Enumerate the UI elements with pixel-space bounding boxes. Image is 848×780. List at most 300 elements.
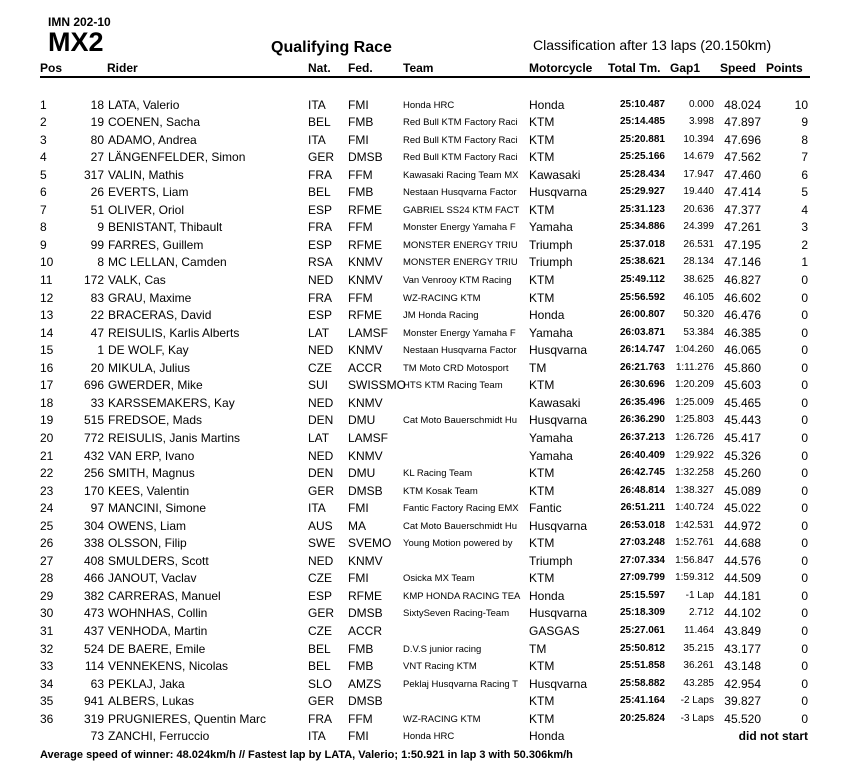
cell-rider-name: WOHNHAS, Collin: [108, 606, 208, 621]
cell-motorcycle: KTM: [529, 571, 555, 586]
cell-motorcycle: Kawasaki: [529, 167, 581, 182]
cell-total-time: 25:37.018: [619, 238, 665, 250]
cell-federation: FMI: [348, 132, 369, 147]
cell-gap: 43.285: [683, 677, 714, 689]
cell-rider-number: 696: [83, 378, 104, 393]
cell-rider-name: DE BAERE, Emile: [108, 641, 206, 656]
cell-nationality: SWE: [308, 536, 336, 551]
cell-pos: 22: [40, 466, 54, 481]
cell-rider-number: 83: [90, 290, 104, 305]
cell-federation: FFM: [348, 290, 373, 305]
cell-points: 4: [801, 202, 808, 217]
cell-speed: 43.849: [724, 624, 761, 638]
cell-rider-name: CARRERAS, Manuel: [108, 588, 221, 603]
table-row: [0, 551, 848, 569]
cell-rider-name: DE WOLF, Kay: [108, 343, 189, 358]
cell-total-time: 26:14.747: [619, 344, 665, 356]
cell-rider-number: 51: [90, 202, 104, 217]
cell-pos: 35: [40, 694, 54, 709]
cell-rider-name: SMITH, Magnus: [108, 466, 195, 481]
cell-gap: 1:32.258: [675, 467, 714, 479]
cell-gap: 1:25.803: [675, 414, 714, 426]
cell-pos: 14: [40, 325, 54, 340]
table-row: [0, 533, 848, 551]
cell-total-time: 25:28.434: [619, 168, 665, 180]
cell-pos: 3: [40, 132, 47, 147]
cell-rider-name: LATA, Valerio: [108, 97, 180, 112]
table-row: [0, 252, 848, 270]
cell-speed: 45.465: [724, 395, 761, 410]
cell-total-time: 26:21.763: [619, 361, 665, 373]
cell-nationality: GER: [308, 694, 335, 709]
cell-speed: 45.443: [724, 413, 761, 428]
cell-nationality: FRA: [308, 220, 332, 235]
cell-speed: 46.602: [724, 290, 761, 305]
cell-points: 0: [801, 501, 808, 516]
table-row: [0, 235, 848, 253]
cell-nationality: FRA: [308, 167, 332, 182]
cell-federation: KNMV: [348, 448, 383, 463]
cell-rider-name: PRUGNIERES, Quentin Marc: [108, 711, 267, 726]
event-code: IMN 202-10: [48, 15, 111, 29]
cell-gap: 1:25.009: [675, 396, 714, 408]
cell-federation: ACCR: [348, 624, 383, 638]
cell-federation: LAMSF: [348, 325, 389, 340]
cell-federation: FFM: [348, 220, 373, 235]
cell-rider-name: VALK, Cas: [108, 273, 166, 287]
cell-federation: ACCR: [348, 360, 383, 375]
cell-rider-name: REISULIS, Karlis Alberts: [108, 325, 240, 340]
cell-rider-number: 63: [90, 676, 104, 691]
cell-pos: 11: [40, 273, 53, 287]
cell-speed: 44.688: [724, 536, 761, 551]
cell-points: 0: [801, 624, 808, 638]
cell-rider-number: 408: [83, 553, 104, 568]
cell-nationality: DEN: [308, 466, 334, 481]
cell-gap: 1:11.276: [675, 361, 714, 373]
table-row: [0, 147, 848, 165]
cell-speed: 48.024: [724, 97, 761, 112]
cell-motorcycle: TM: [529, 360, 547, 375]
cell-nationality: CZE: [308, 624, 332, 638]
cell-rider-name: GRAU, Maxime: [108, 290, 192, 305]
cell-rider-number: 304: [83, 518, 104, 533]
cell-gap: 1:20.209: [675, 379, 714, 391]
cell-total-time: 26:53.018: [619, 519, 665, 531]
cell-pos: 29: [40, 588, 54, 603]
table-row: [0, 165, 848, 183]
cell-rider-number: 524: [83, 641, 104, 656]
cell-nationality: ITA: [308, 729, 326, 744]
cell-federation: DMU: [348, 413, 376, 428]
cell-nationality: CZE: [308, 360, 332, 375]
cell-rider-number: 22: [90, 308, 104, 323]
table-row: [0, 410, 848, 428]
cell-team-name: KL Racing Team: [403, 468, 473, 480]
cell-points: 0: [801, 378, 808, 393]
cell-total-time: 26:30.696: [619, 379, 665, 391]
cell-federation: RFME: [348, 308, 382, 323]
cell-points: 0: [801, 466, 808, 481]
cell-total-time: 26:00.807: [619, 309, 665, 321]
table-row-dns: [0, 726, 848, 744]
cell-nationality: RSA: [308, 255, 333, 270]
cell-rider-number: 47: [90, 325, 104, 340]
cell-total-time: 20:25.824: [619, 712, 665, 724]
cell-team-name: Kawasaki Racing Team MX: [403, 169, 519, 181]
cell-rider-number: 437: [83, 624, 104, 638]
table-row: [0, 217, 848, 235]
cell-motorcycle: KTM: [529, 466, 555, 481]
cell-pos: 2: [40, 115, 47, 130]
cell-motorcycle: KTM: [529, 659, 555, 674]
cell-federation: DMU: [348, 466, 376, 481]
cell-federation: KNMV: [348, 395, 383, 410]
cell-rider-number: 170: [83, 483, 104, 498]
cell-points: 0: [801, 273, 808, 287]
cell-motorcycle: Fantic: [529, 501, 562, 516]
cell-speed: 46.385: [724, 325, 761, 340]
cell-gap: 35.215: [683, 642, 714, 654]
table-row: [0, 709, 848, 727]
cell-motorcycle: TM: [529, 641, 547, 656]
cell-points: 0: [801, 343, 808, 358]
cell-total-time: 25:38.621: [619, 256, 665, 268]
cell-rider-name: ALBERS, Lukas: [108, 694, 195, 709]
cell-motorcycle: KTM: [529, 694, 555, 709]
cell-motorcycle: Husqvarna: [529, 413, 588, 428]
cell-points: 5: [801, 185, 808, 200]
cell-pos: 24: [40, 501, 54, 516]
cell-rider-name: EVERTS, Liam: [108, 185, 189, 200]
cell-federation: FFM: [348, 711, 373, 726]
cell-total-time: 25:41.164: [619, 695, 665, 707]
cell-speed: 44.972: [724, 518, 761, 533]
cell-federation: KNMV: [348, 255, 383, 270]
cell-pos: 12: [40, 290, 54, 305]
cell-gap: 17.947: [683, 168, 714, 180]
cell-federation: RFME: [348, 237, 382, 252]
cell-speed: 44.181: [724, 588, 761, 603]
cell-total-time: 25:51.858: [619, 660, 665, 672]
cell-speed: 44.509: [724, 571, 761, 586]
cell-points: 0: [801, 571, 808, 586]
cell-motorcycle: Honda: [529, 729, 565, 744]
cell-nationality: BEL: [308, 641, 331, 656]
cell-motorcycle: Husqvarna: [529, 676, 588, 691]
cell-nationality: ITA: [308, 132, 326, 147]
cell-points: 0: [801, 518, 808, 533]
cell-speed: 47.195: [724, 237, 761, 252]
cell-rider-name: MANCINI, Simone: [108, 501, 207, 516]
cell-total-time: 26:40.409: [619, 449, 665, 461]
cell-points: 0: [801, 413, 808, 428]
table-row: [0, 621, 848, 639]
cell-gap: -1 Lap: [685, 589, 714, 601]
cell-speed: 43.148: [724, 659, 761, 674]
cell-total-time: 26:51.211: [620, 502, 665, 514]
cell-rider-name: BENISTANT, Thibault: [108, 220, 223, 235]
cell-team-name: HTS KTM Racing Team: [403, 380, 503, 392]
cell-motorcycle: KTM: [529, 132, 555, 147]
cell-pos: 28: [40, 571, 54, 586]
cell-gap: 1:38.327: [675, 484, 714, 496]
cell-rider-number: 114: [84, 659, 104, 674]
cell-rider-number: 1: [97, 343, 104, 358]
cell-rider-name: KEES, Valentin: [108, 483, 190, 498]
cell-gap: 19.440: [683, 186, 714, 198]
cell-federation: KNMV: [348, 343, 383, 358]
cell-points: 0: [801, 711, 808, 726]
cell-pos: 34: [40, 676, 54, 691]
cell-rider-name: JANOUT, Vaclav: [108, 571, 197, 586]
cell-gap: 46.105: [683, 291, 714, 303]
cell-pos: 30: [40, 606, 54, 621]
cell-points: 10: [794, 97, 808, 112]
cell-pos: 10: [40, 255, 54, 270]
table-row: [0, 393, 848, 411]
cell-team-name: Monster Energy Yamaha F: [403, 222, 516, 234]
cell-team-name: Honda HRC: [403, 99, 455, 111]
cell-rider-name: MC LELLAN, Camden: [108, 255, 227, 270]
cell-nationality: NED: [308, 395, 334, 410]
cell-pos: 36: [40, 711, 54, 726]
col-rider-header: Rider: [107, 61, 138, 75]
cell-points: 0: [801, 606, 808, 621]
cell-rider-name: OWENS, Liam: [108, 518, 187, 533]
cell-team-name: Red Bull KTM Factory Raci: [403, 134, 518, 146]
cell-total-time: 27:09.799: [619, 572, 665, 584]
cell-speed: 45.417: [724, 430, 761, 445]
cell-nationality: NED: [308, 273, 334, 287]
cell-team-name: Fantic Factory Racing EMX: [403, 503, 519, 515]
cell-rider-number: 73: [90, 729, 104, 744]
cell-pos: 1: [40, 97, 47, 112]
cell-motorcycle: Triumph: [529, 553, 573, 568]
cell-motorcycle: Husqvarna: [529, 185, 588, 200]
cell-nationality: AUS: [308, 518, 333, 533]
cell-total-time: 25:34.886: [619, 221, 665, 233]
table-row: [0, 200, 848, 218]
cell-speed: 45.520: [724, 711, 761, 726]
cell-rider-number: 26: [90, 185, 104, 200]
cell-points: 7: [801, 150, 808, 165]
table-row: [0, 446, 848, 464]
cell-pos: 27: [40, 553, 54, 568]
cell-rider-name: REISULIS, Janis Martins: [108, 430, 241, 445]
cell-federation: FMI: [348, 501, 369, 516]
cell-points: 0: [801, 325, 808, 340]
cell-rider-name: OLIVER, Oriol: [108, 202, 185, 217]
cell-nationality: GER: [308, 606, 335, 621]
table-row: [0, 639, 848, 657]
cell-total-time: 26:42.745: [619, 467, 665, 479]
cell-nationality: FRA: [308, 290, 332, 305]
cell-team-name: MONSTER ENERGY TRIU: [403, 239, 518, 251]
cell-rider-name: COENEN, Sacha: [108, 115, 201, 130]
cell-speed: 45.326: [724, 448, 761, 463]
race-footer: Average speed of winner: 48.024km/h // Fastest lap by LATA, Valerio; 1:50.921 in lap 3 with 50.306km/h: [40, 749, 573, 761]
cell-motorcycle: Husqvarna: [529, 518, 588, 533]
cell-federation: FMB: [348, 185, 374, 200]
cell-points: 0: [801, 430, 808, 445]
cell-federation: MA: [348, 518, 366, 533]
table-row: [0, 305, 848, 323]
cell-gap: 1:04.260: [675, 344, 714, 356]
table-row: [0, 428, 848, 446]
cell-rider-name: MIKULA, Julius: [108, 360, 191, 375]
cell-nationality: ESP: [308, 588, 333, 603]
table-row: [0, 130, 848, 148]
cell-nationality: NED: [308, 448, 334, 463]
cell-team-name: WZ-RACING KTM: [403, 713, 481, 725]
cell-gap: -2 Laps: [680, 695, 714, 707]
cell-total-time: 25:31.123: [619, 203, 665, 215]
cell-rider-name: ZANCHI, Ferruccio: [108, 729, 210, 744]
col-fed-header: Fed.: [348, 61, 373, 75]
cell-points: 0: [801, 553, 808, 568]
cell-team-name: KMP HONDA RACING TEA: [403, 590, 521, 602]
table-row: [0, 463, 848, 481]
cell-total-time: 25:50.812: [619, 642, 665, 654]
col-total-time-header: Total Tm.: [608, 61, 661, 75]
cell-nationality: GER: [308, 483, 335, 498]
cell-points: 6: [801, 167, 808, 182]
cell-nationality: GER: [308, 150, 335, 165]
cell-rider-number: 432: [83, 448, 104, 463]
cell-motorcycle: Triumph: [529, 255, 573, 270]
table-row: [0, 112, 848, 130]
cell-gap: 38.625: [683, 274, 714, 285]
table-row: [0, 358, 848, 376]
cell-rider-name: ADAMO, Andrea: [108, 132, 197, 147]
cell-points: 1: [801, 255, 808, 270]
cell-rider-number: 99: [90, 237, 104, 252]
cell-speed: 47.414: [724, 185, 761, 200]
cell-total-time: 25:20.881: [619, 133, 665, 145]
cell-rider-name: VALIN, Mathis: [108, 167, 184, 182]
cell-nationality: NED: [308, 343, 334, 358]
cell-total-time: 26:35.496: [619, 396, 665, 408]
cell-rider-name: LÄNGENFELDER, Simon: [108, 150, 246, 165]
cell-gap: 1:26.726: [675, 431, 714, 443]
cell-total-time: 25:18.309: [619, 607, 665, 619]
cell-team-name: Cat Moto Bauerschmidt Hu: [403, 520, 518, 532]
table-row: [0, 323, 848, 341]
cell-total-time: 26:03.871: [619, 326, 665, 338]
cell-nationality: ITA: [308, 501, 326, 516]
cell-rider-number: 473: [83, 606, 104, 621]
cell-points: 0: [801, 448, 808, 463]
cell-total-time: 27:03.248: [619, 537, 665, 549]
cell-nationality: SLO: [308, 676, 333, 691]
cell-motorcycle: Honda: [529, 588, 565, 603]
cell-motorcycle: Husqvarna: [529, 343, 588, 358]
cell-rider-name: SMULDERS, Scott: [108, 553, 209, 568]
cell-team-name: KTM Kosak Team: [403, 485, 478, 497]
cell-points: 0: [801, 659, 808, 674]
cell-motorcycle: KTM: [529, 273, 555, 287]
cell-status: did not start: [738, 729, 808, 744]
cell-federation: FMB: [348, 115, 374, 130]
cell-total-time: 25:15.597: [619, 589, 665, 601]
cell-total-time: 26:48.814: [619, 484, 665, 496]
cell-pos: 21: [40, 448, 54, 463]
cell-speed: 46.827: [724, 273, 761, 287]
cell-rider-number: 9: [97, 220, 104, 235]
table-row: [0, 656, 848, 674]
cell-federation: FMI: [348, 97, 369, 112]
cell-pos: 13: [40, 308, 54, 323]
cell-points: 0: [801, 641, 808, 656]
cell-speed: 39.827: [724, 694, 761, 709]
cell-rider-number: 8: [97, 255, 104, 270]
cell-rider-name: OLSSON, Filip: [108, 536, 187, 551]
cell-team-name: Young Motion powered by: [403, 538, 513, 550]
cell-nationality: BEL: [308, 659, 331, 674]
cell-pos: 17: [40, 378, 54, 393]
cell-motorcycle: Honda: [529, 97, 565, 112]
cell-points: 0: [801, 676, 808, 691]
cell-pos: 31: [40, 624, 54, 638]
cell-motorcycle: KTM: [529, 536, 555, 551]
cell-rider-number: 772: [83, 430, 104, 445]
cell-speed: 44.102: [724, 606, 761, 621]
table-row: [0, 568, 848, 586]
cell-points: 0: [801, 395, 808, 410]
cell-rider-number: 382: [83, 588, 104, 603]
cell-motorcycle: KTM: [529, 115, 555, 130]
cell-pos: 33: [40, 659, 54, 674]
cell-rider-name: FARRES, Guillem: [108, 237, 204, 252]
cell-total-time: 26:37.213: [619, 431, 665, 443]
cell-federation: SVEMO: [348, 536, 392, 551]
cell-federation: FFM: [348, 167, 373, 182]
cell-points: 0: [801, 360, 808, 375]
cell-total-time: 25:49.112: [620, 274, 665, 285]
cell-team-name: D.V.S junior racing: [403, 643, 482, 655]
cell-speed: 44.576: [724, 553, 761, 568]
cell-motorcycle: KTM: [529, 483, 555, 498]
cell-rider-name: VENHODA, Martin: [108, 624, 208, 638]
cell-speed: 45.022: [724, 501, 761, 516]
cell-speed: 47.562: [724, 150, 761, 165]
cell-federation: FMI: [348, 729, 369, 744]
cell-nationality: LAT: [308, 430, 330, 445]
cell-points: 3: [801, 220, 808, 235]
cell-federation: FMB: [348, 659, 374, 674]
cell-pos: 9: [40, 237, 47, 252]
cell-motorcycle: Kawasaki: [529, 395, 581, 410]
cell-motorcycle: Yamaha: [529, 325, 573, 340]
race-title: Qualifying Race: [271, 39, 392, 56]
cell-team-name: Peklaj Husqvarna Racing T: [403, 678, 518, 690]
cell-gap: 36.261: [683, 660, 714, 672]
cell-team-name: TM Moto CRD Motosport: [403, 362, 509, 374]
classification-summary: Classification after 13 laps (20.150km): [533, 37, 772, 53]
cell-speed: 43.177: [724, 641, 761, 656]
cell-team-name: Red Bull KTM Factory Raci: [403, 117, 518, 129]
cell-rider-name: BRACERAS, David: [108, 308, 212, 323]
cell-rider-number: 80: [90, 132, 104, 147]
table-row: [0, 674, 848, 692]
cell-points: 0: [801, 290, 808, 305]
cell-pos: 7: [40, 202, 47, 217]
cell-rider-number: 97: [90, 501, 104, 516]
cell-speed: 47.696: [724, 132, 761, 147]
cell-federation: DMSB: [348, 606, 383, 621]
cell-nationality: ESP: [308, 237, 333, 252]
